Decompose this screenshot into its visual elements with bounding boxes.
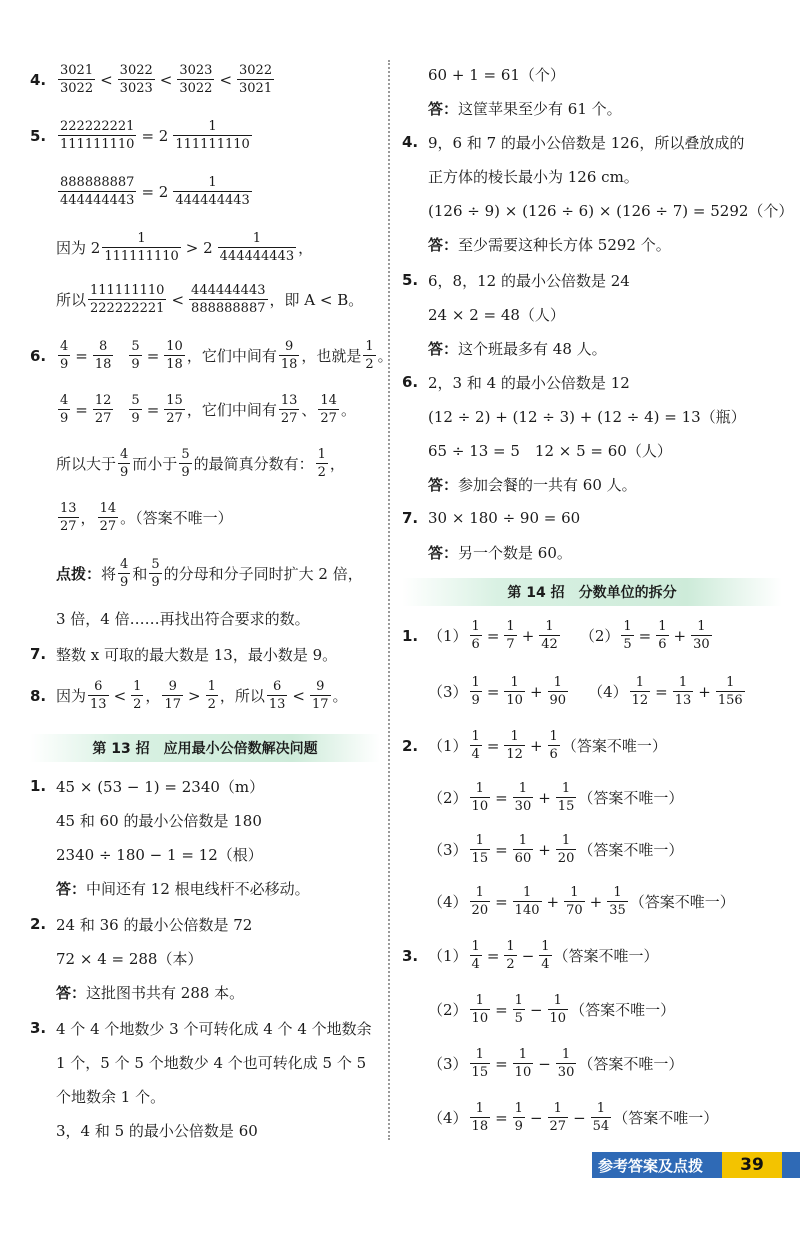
problem-5-line-3: 因为 2 $\frac{1}{111111110}$ > 2 $\frac{1}{444444443}$ ， xyxy=(56,231,314,264)
problem-5-line-1: 5. $\frac{222222221}{111111110}$ = 2 $\frac{1}{111111110}$ xyxy=(30,119,250,152)
page-number: 39 xyxy=(722,1152,782,1178)
question-7-line-1: 7. 30 × 180 ÷ 90 = 60 xyxy=(402,509,581,527)
continuation-line: 60 + 1 = 61（个） xyxy=(428,65,565,84)
tip-line-1: 点拨： 将 $\frac{4}{9}$ 和 $\frac{5}{9}$ 的分母和分子同时扩大 2 倍， xyxy=(56,557,363,590)
problem-6-line-2: $\frac{4}{9}$ = $\frac{12}{27}$ $\frac{5}{9}$ = $\frac{15}{27}$ ，它们中间有 $\frac{13}{27}$ 、 $\frac{14}{27}$ 。 xyxy=(60,393,356,426)
question-3-line-1: 3. 4 个 4 个地数少 3 个可转化成 4 个 4 个地数余 xyxy=(30,1019,372,1038)
split-2-row-4: （4） $\frac{1}{20}$ = $\frac{1}{140}$ + $\frac{1}{70}$ + $\frac{1}{35}$ （答案不唯一） xyxy=(428,885,735,918)
split-1-row-1: 1. （1） $\frac{1}{6}$ = $\frac{1}{7}$ + $\frac{1}{42}$ （2） $\frac{1}{5}$ = $\frac{1}{6}$ + $\frac{1}{30}$ xyxy=(402,619,710,652)
problem-8: 8. 因为 $\frac{6}{13}$ < $\frac{1}{2}$ ， $\frac{9}{17}$ > $\frac{1}{2}$ ，所以 $\frac{6}{13}$ < $\frac{9}{17}$ 。 xyxy=(30,679,348,712)
split-3-row-1: 3. （1） $\frac{1}{4}$ = $\frac{1}{2}$ − $\frac{1}{4}$ （答案不唯一） xyxy=(402,939,659,972)
tip-line-2: 3 倍，4 倍……再找出符合要求的数。 xyxy=(56,609,310,628)
question-2-line-2: 72 × 4 = 288（本） xyxy=(56,949,203,968)
question-4-line-3: (126 ÷ 9) × (126 ÷ 6) × (126 ÷ 7) = 5292（个） xyxy=(428,201,794,220)
question-2-line-1: 2. 24 和 36 的最小公倍数是 72 xyxy=(30,915,253,934)
split-1-row-2: （3） $\frac{1}{9}$ = $\frac{1}{10}$ + $\frac{1}{90}$ （4） $\frac{1}{12}$ = $\frac{1}{13}$ + $\frac{1}{156}$ xyxy=(428,675,743,708)
fraction: $\frac{3021}{3022}$ xyxy=(60,63,94,96)
split-2-row-2: （2） $\frac{1}{10}$ = $\frac{1}{30}$ + $\frac{1}{15}$ （答案不唯一） xyxy=(428,781,684,814)
problem-5-line-2: $\frac{888888887}{444444443}$ = 2 $\frac{1}{444444443}$ xyxy=(60,175,250,208)
question-6-answer: 答： 参加会餐的一共有 60 人。 xyxy=(428,475,637,494)
problem-7: 7. 整数 x 可取的最大数是 13，最小数是 9。 xyxy=(30,645,338,664)
split-3-row-2: （2） $\frac{1}{10}$ = $\frac{1}{5}$ − $\frac{1}{10}$ （答案不唯一） xyxy=(428,993,676,1026)
question-5-line-1: 5. 6，8，12 的最小公倍数是 24 xyxy=(402,271,630,290)
split-3-row-3: （3） $\frac{1}{15}$ = $\frac{1}{10}$ − $\frac{1}{30}$ （答案不唯一） xyxy=(428,1047,684,1080)
problem-6-line-4: $\frac{13}{27}$ ， $\frac{14}{27}$ 。（答案不唯一） xyxy=(60,501,233,534)
question-4-answer: 答： 至少需要这种长方体 5292 个。 xyxy=(428,235,671,254)
question-6-line-1: 6. 2，3 和 4 的最小公倍数是 12 xyxy=(402,373,630,392)
question-3-line-4: 3，4 和 5 的最小公倍数是 60 xyxy=(56,1121,258,1140)
column-divider xyxy=(388,60,390,1140)
question-1-answer: 答： 中间还有 12 根电线杆不必移动。 xyxy=(56,879,310,898)
question-6-line-2: (12 ÷ 2) + (12 ÷ 3) + (12 ÷ 4) = 13（瓶） xyxy=(428,407,746,426)
split-2-row-1: 2. （1） $\frac{1}{4}$ = $\frac{1}{12}$ + $\frac{1}{6}$ （答案不唯一） xyxy=(402,729,667,762)
question-3-line-3: 个地数余 1 个。 xyxy=(56,1087,166,1106)
split-2-row-3: （3） $\frac{1}{15}$ = $\frac{1}{60}$ + $\frac{1}{20}$ （答案不唯一） xyxy=(428,833,684,866)
question-1-line-3: 2340 ÷ 180 − 1 = 12（根） xyxy=(56,845,263,864)
question-6-line-3: 65 ÷ 13 = 5 12 × 5 = 60（人） xyxy=(428,441,672,460)
footer-label: 参考答案及点拨 xyxy=(598,1156,704,1175)
problem-6-line-3: 所以大于 $\frac{4}{9}$ 而小于 $\frac{5}{9}$ 的最简真分数有： $\frac{1}{2}$ ， xyxy=(56,447,345,480)
fraction: $\frac{3023}{3022}$ xyxy=(179,63,213,96)
problem-4: 4. $\frac{3021}{3022}$ < $\frac{3022}{3023}$ < $\frac{3023}{3022}$ < $\frac{3022}{3021}$ xyxy=(30,63,273,96)
question-7-answer: 答： 另一个数是 60。 xyxy=(428,543,572,562)
question-5-line-2: 24 × 2 = 48（人） xyxy=(428,305,565,324)
problem-6-line-1: 6. $\frac{4}{9}$ = $\frac{8}{18}$ $\frac{5}{9}$ = $\frac{10}{18}$ ，它们中间有 $\frac{9}{18}$ ，也就是 $\frac{1}{2}$ 。 xyxy=(30,339,393,372)
question-2-answer: 答： 这批图书共有 288 本。 xyxy=(56,983,245,1002)
continuation-answer: 答： 这筐苹果至少有 61 个。 xyxy=(428,99,622,118)
section-heading-14: 第 14 招 分数单位的拆分 xyxy=(402,578,782,606)
section-heading-13: 第 13 招 应用最小公倍数解决问题 xyxy=(30,734,380,762)
problem-5-line-4: 所以 $\frac{111111110}{222222221}$ < $\frac{444444443}{888888887}$ ，即 A < B。 xyxy=(56,283,364,316)
question-5-answer: 答： 这个班最多有 48 人。 xyxy=(428,339,607,358)
question-3-line-2: 1 个，5 个 5 个地数少 4 个也可转化成 5 个 5 xyxy=(56,1053,367,1072)
question-1-line-1: 1. 45 × (53 − 1) = 2340（m） xyxy=(30,777,265,796)
question-4-line-2: 正方体的棱长最小为 126 cm。 xyxy=(428,167,639,186)
question-1-line-2: 45 和 60 的最小公倍数是 180 xyxy=(56,811,262,830)
fraction: $\frac{3022}{3021}$ xyxy=(239,63,273,96)
fraction: $\frac{3022}{3023}$ xyxy=(119,63,153,96)
question-4-line-1: 4. 9，6 和 7 的最小公倍数是 126，所以叠放成的 xyxy=(402,133,745,152)
split-3-row-4: （4） $\frac{1}{18}$ = $\frac{1}{9}$ − $\frac{1}{27}$ − $\frac{1}{54}$ （答案不唯一） xyxy=(428,1101,719,1134)
